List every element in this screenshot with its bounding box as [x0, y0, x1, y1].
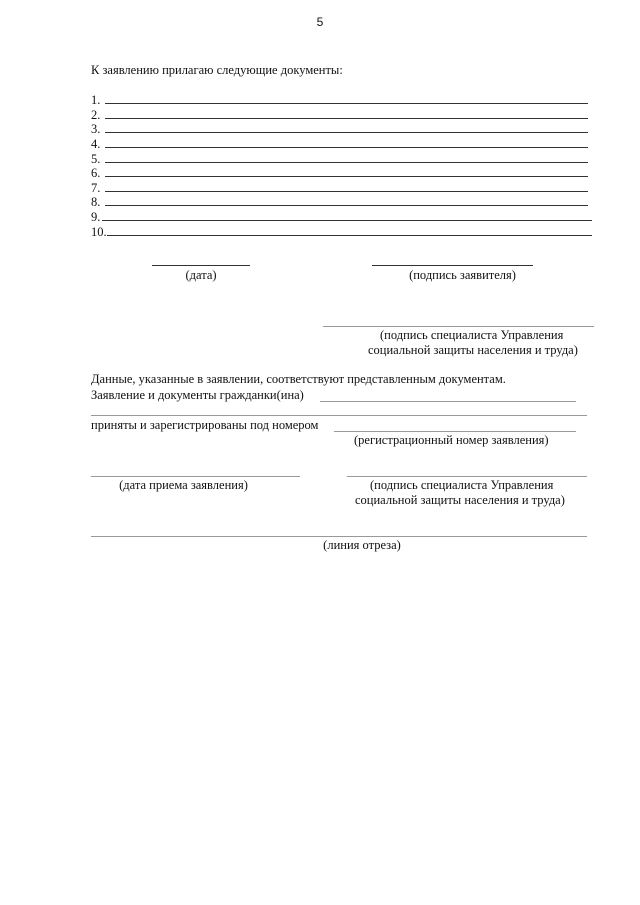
registered-under-label: приняты и зарегистрированы под номером — [91, 418, 319, 432]
applicant-signature-label: (подпись заявителя) — [409, 268, 516, 282]
blank-line[interactable] — [105, 162, 588, 163]
receipt-date-label: (дата приема заявления) — [119, 478, 248, 492]
specialist-signature-label-line2: социальной защиты населения и труда) — [368, 343, 578, 357]
attach-heading: К заявлению прилагаю следующие документы: — [91, 63, 343, 77]
blank-line[interactable] — [105, 147, 588, 148]
blank-line[interactable] — [105, 103, 588, 104]
blank-line[interactable] — [105, 118, 588, 119]
list-item-number: 6. — [91, 166, 101, 180]
list-item-number: 3. — [91, 122, 101, 136]
verification-statement: Данные, указанные в заявлении, соответствуют представленным документам. — [91, 372, 506, 386]
date-line[interactable] — [152, 265, 250, 266]
blank-line[interactable] — [105, 205, 588, 206]
registration-number-label: (регистрационный номер заявления) — [354, 433, 549, 447]
blank-line[interactable] — [105, 191, 588, 192]
receipt-date-line[interactable] — [91, 476, 300, 477]
blank-line[interactable] — [105, 132, 588, 133]
list-item-number: 1. — [91, 93, 101, 107]
list-item-number: 7. — [91, 181, 101, 195]
date-label: (дата) — [185, 268, 217, 282]
receipt-specialist-label-line2: социальной защиты населения и труда) — [355, 493, 565, 507]
receipt-specialist-label-line1: (подпись специалиста Управления — [370, 478, 554, 492]
cut-line-label: (линия отреза) — [323, 538, 401, 552]
list-item-number: 10. — [91, 225, 107, 239]
specialist-signature-line[interactable] — [323, 326, 594, 327]
cut-line — [91, 536, 587, 537]
list-item-number: 2. — [91, 108, 101, 122]
blank-line[interactable] — [105, 176, 588, 177]
accepted-from-label: Заявление и документы гражданки(ина) — [91, 388, 304, 402]
receipt-specialist-signature-line[interactable] — [347, 476, 587, 477]
list-item-number: 9. — [91, 210, 101, 224]
page-number: 5 — [316, 15, 324, 29]
applicant-signature-line[interactable] — [372, 265, 533, 266]
list-item-number: 5. — [91, 152, 101, 166]
citizen-name-line[interactable] — [320, 401, 576, 402]
list-item-number: 4. — [91, 137, 101, 151]
citizen-name-line-continued[interactable] — [91, 415, 587, 416]
list-item-number: 8. — [91, 195, 101, 209]
registration-number-line[interactable] — [334, 431, 576, 432]
specialist-signature-label-line1: (подпись специалиста Управления — [380, 328, 564, 342]
blank-line[interactable] — [102, 220, 592, 221]
blank-line[interactable] — [107, 235, 592, 236]
